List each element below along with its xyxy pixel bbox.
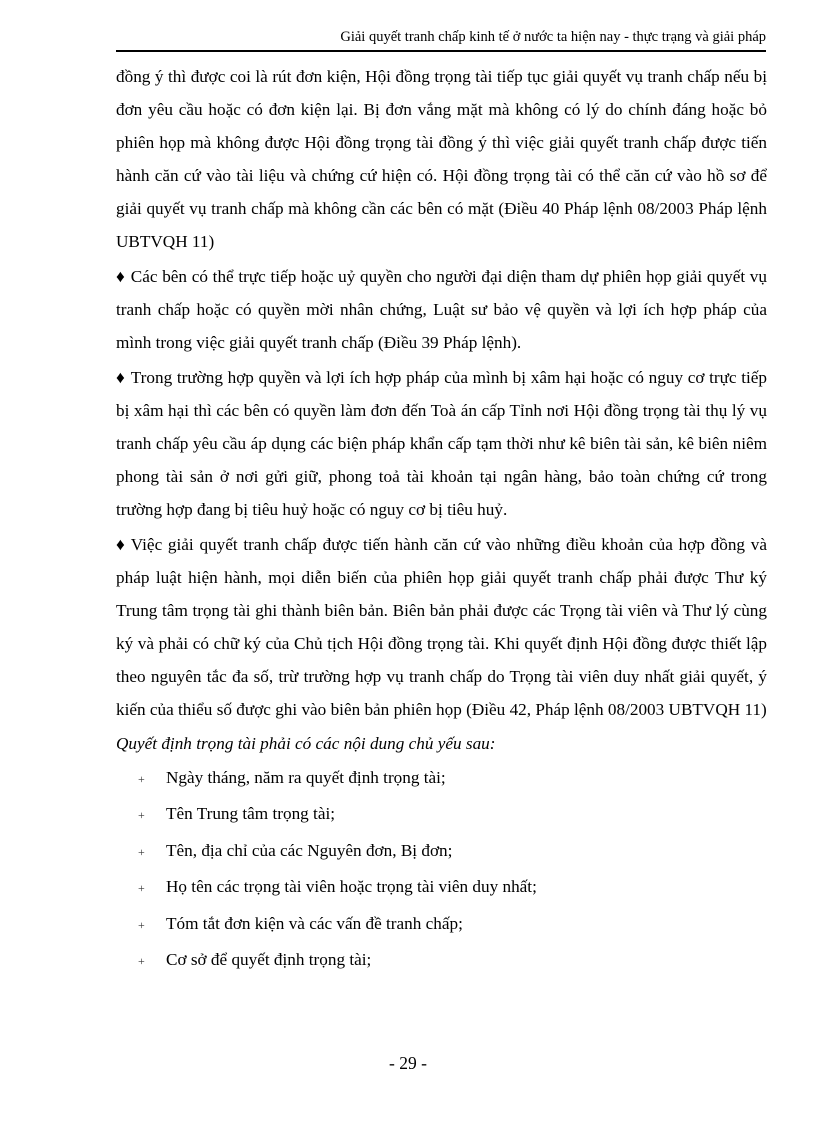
plus-bullet-icon: + xyxy=(138,953,145,968)
body-paragraph xyxy=(116,60,767,258)
paragraph-text: Các bên có thể trực tiếp hoặc uỷ quyền cho người đại diện tham dự phiên họp giải quyết vụ tranh chấp hoặc có quyền mời nhân chứng, Luật sư bảo vệ quyền và lợi ích hợp pháp của mình trong việc giải quyết tranh chấp (Điều 39 Pháp lệnh). xyxy=(116,267,767,352)
decision-list xyxy=(116,760,767,978)
diamond-bullet-icon: ♦ xyxy=(116,267,125,286)
plus-bullet-icon: + xyxy=(138,881,145,896)
list-item-text: Tóm tắt đơn kiện và các vấn đề tranh chấp; xyxy=(166,913,463,933)
list-item xyxy=(116,869,767,905)
header-rule xyxy=(116,50,766,52)
paragraph-text: Trong trường hợp quyền và lợi ích hợp pháp của mình bị xâm hại hoặc có nguy cơ trực tiếp bị xâm hại thì các bên có quyền làm đơn đến Toà án cấp Tỉnh nơi Hội đồng trọng tài thụ lý vụ tranh chấp yêu cầu áp dụng các biện pháp khẩn cấp tạm thời như kê biên tài sản, kê biên niêm phong tài sản ở nơi gửi giữ, phong toả tài khoản tại ngân hàng, bảo toàn chứng cứ trong trường hợp đang bị tiêu huỷ hoặc có nguy cơ bị tiêu huỷ. xyxy=(116,368,767,519)
paragraph-text: đồng ý thì được coi là rút đơn kiện, Hội đồng trọng tài tiếp tục giải quyết vụ tranh chấp nếu bị đơn yêu cầu hoặc có đơn kiện lại. Bị đơn vắng mặt mà không có lý do chính đáng hoặc bỏ phiên họp mà không được Hội đồng trọng tài đồng ý thì việc giải quyết tranh chấp được tiến hành căn cứ vào tài liệu và chứng cứ hiện có. Hội đồng trọng tài có thể căn cứ vào hồ sơ để giải quyết vụ tranh chấp mà không cần các bên có mặt (Điều 40 Pháp lệnh 08/2003 Pháp lệnh UBTVQH 11) xyxy=(116,67,767,251)
bullet-paragraph xyxy=(116,528,767,726)
diamond-bullet-icon: ♦ xyxy=(116,368,125,387)
list-item xyxy=(116,906,767,942)
list-item-text: Cơ sở để quyết định trọng tài; xyxy=(166,949,372,969)
plus-bullet-icon: + xyxy=(138,917,145,932)
paragraph-text: Việc giải quyết tranh chấp được tiến hành căn cứ vào những điều khoản của hợp đồng và pháp luật hiện hành, mọi diễn biến của phiên họp giải quyết tranh chấp phải được Thư ký Trung tâm trọng tài ghi thành biên bản. Biên bản phải được các Trọng tài viên và Thư lý cùng ký và phải có chữ ký của Chủ tịch Hội đồng trọng tài. Khi quyết định Hội đồng được thiết lập theo nguyên tắc đa số, trừ trường hợp vụ tranh chấp do Trọng tài viên duy nhất giải quyết, ý kiến của thiểu số được ghi vào biên bản phiên họp (Điều 42, Pháp lệnh 08/2003 UBTVQH 11) xyxy=(116,535,767,719)
list-item-text: Tên Trung tâm trọng tài; xyxy=(166,804,336,824)
list-item-text: Ngày tháng, năm ra quyết định trọng tài; xyxy=(166,768,446,787)
bullet-paragraph xyxy=(116,361,767,526)
plus-bullet-icon: + xyxy=(138,808,145,823)
list-item xyxy=(116,942,767,978)
running-header: Giải quyết tranh chấp kinh tế ở nước ta hiện nay - thực trạng và giải pháp xyxy=(340,29,766,45)
page-body xyxy=(116,60,767,978)
list-item xyxy=(116,833,767,869)
plus-bullet-icon: + xyxy=(138,772,145,786)
diamond-bullet-icon: ♦ xyxy=(116,535,125,554)
list-item-text: Họ tên các trọng tài viên hoặc trọng tài viên duy nhất; xyxy=(166,877,537,897)
list-item xyxy=(116,796,767,832)
decision-heading: Quyết định trọng tài phải có các nội dung chủ yếu sau: xyxy=(116,734,496,753)
bullet-paragraph xyxy=(116,260,767,359)
list-item-text: Tên, địa chỉ của các Nguyên đơn, Bị đơn; xyxy=(166,840,453,860)
page-number: - 29 - xyxy=(389,1053,427,1073)
list-item xyxy=(116,760,767,796)
plus-bullet-icon: + xyxy=(138,844,145,859)
